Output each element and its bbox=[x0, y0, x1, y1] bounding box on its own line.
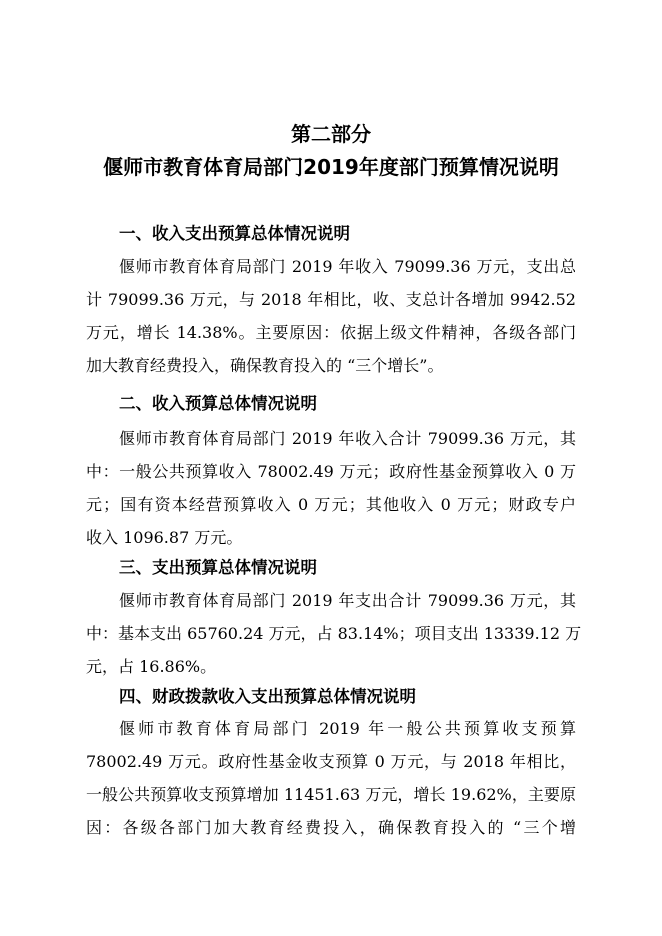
paragraph-line: 偃师市教育体育局部门 2019 年收入合计 79099.36 万元，其 bbox=[119, 429, 576, 448]
paragraph-line: 78002.49 万元。政府性基金收支预算 0 万元，与 2018 年相比， bbox=[86, 752, 576, 771]
paragraph-line: 中：基本支出 65760.24 万元，占 83.14%；项目支出 13339.12 万 bbox=[86, 624, 582, 643]
paragraph-line: 一般公共预算收支预算增加 11451.63 万元，增长 19.62%，主要原 bbox=[86, 785, 576, 804]
paragraph-line: 计 79099.36 万元，与 2018 年相比，收、支总计各增加 9942.52 bbox=[86, 290, 576, 309]
paragraph-line: 收入 1096.87 万元。 bbox=[86, 528, 243, 547]
paragraph-line: 元，占 16.86%。 bbox=[86, 657, 217, 676]
paragraph-line: 偃师市教育体育局部门 2019 年一般公共预算收支预算 bbox=[119, 719, 576, 738]
section-heading-1: 一、收入支出预算总体情况说明 bbox=[119, 224, 350, 243]
document-title: 偃师市教育体育局部门2019年度部门预算情况说明 bbox=[103, 155, 559, 179]
paragraph-line: 元；国有资本经营预算收入 0 万元；其他收入 0 万元；财政专户 bbox=[86, 495, 576, 514]
section-heading-4: 四、财政拨款收入支出预算总体情况说明 bbox=[119, 687, 416, 706]
paragraph-line: 加大教育经费投入，确保教育投入的 “三个增长”。 bbox=[86, 356, 444, 375]
part-title: 第二部分 bbox=[291, 122, 371, 146]
paragraph-line: 中：一般公共预算收入 78002.49 万元；政府性基金预算收入 0 万 bbox=[86, 462, 576, 481]
paragraph-line: 偃师市教育体育局部门 2019 年收入 79099.36 万元，支出总 bbox=[119, 257, 576, 276]
paragraph-line: 万元，增长 14.38%。主要原因：依据上级文件精神，各级各部门 bbox=[86, 323, 576, 342]
paragraph-line: 因：各级各部门加大教育经费投入，确保教育投入的 “三个增 bbox=[86, 818, 576, 837]
section-heading-2: 二、收入预算总体情况说明 bbox=[119, 394, 317, 413]
section-heading-3: 三、支出预算总体情况说明 bbox=[119, 558, 317, 577]
paragraph-line: 偃师市教育体育局部门 2019 年支出合计 79099.36 万元，其 bbox=[119, 591, 576, 610]
